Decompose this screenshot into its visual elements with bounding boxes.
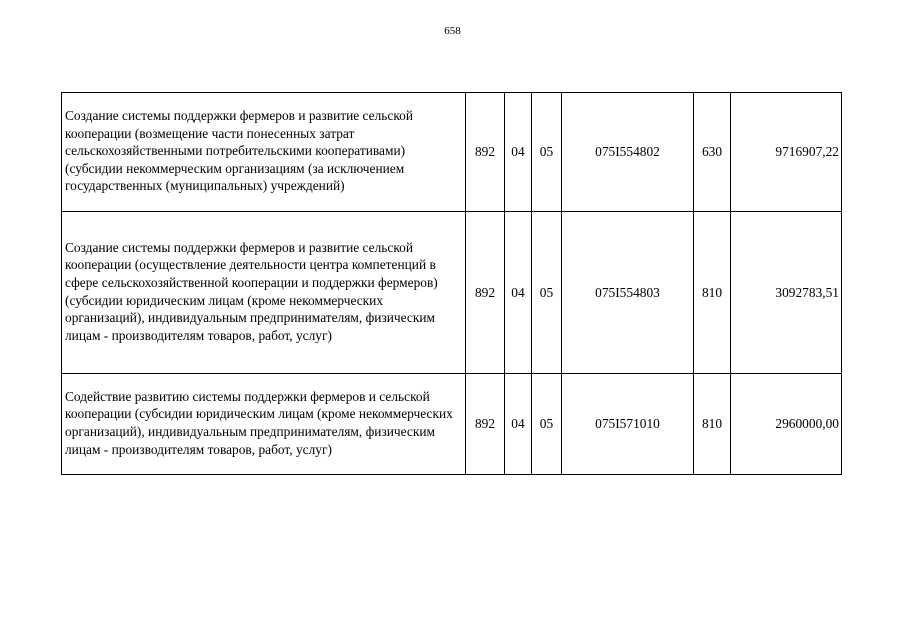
table-row	[62, 212, 842, 374]
amount-value: 2960000,00	[731, 374, 842, 475]
section-code: 04	[505, 374, 532, 475]
target-article-code: 075I554803	[562, 212, 694, 374]
row-description: Создание системы поддержки фермеров и развитие сельской кооперации (осуществление деятельности центра компетенций в сфере сельскохозяйственной кооперации и поддержки фермеров) (субсидии юридическим лицам (кроме некоммерческих организаций), индивидуальным предпринимателям, физическим лицам - производителям товаров, работ, услуг)	[62, 212, 466, 374]
target-article-code: 075I571010	[562, 374, 694, 475]
ministry-code: 892	[466, 212, 505, 374]
budget-table	[61, 92, 842, 475]
table-row	[62, 374, 842, 475]
expense-type-code: 810	[694, 212, 731, 374]
expense-type-code: 810	[694, 374, 731, 475]
subsection-code: 05	[532, 93, 562, 212]
target-article-code: 075I554802	[562, 93, 694, 212]
row-description: Создание системы поддержки фермеров и развитие сельской кооперации (возмещение части понесенных затрат сельскохозяйственными потребительскими кооперативами) (субсидии некоммерческим организациям (за исключением государственных (муниципальных) учреждений)	[62, 93, 466, 212]
subsection-code: 05	[532, 374, 562, 475]
table-row	[62, 93, 842, 212]
ministry-code: 892	[466, 374, 505, 475]
section-code: 04	[505, 212, 532, 374]
amount-value: 9716907,22	[731, 93, 842, 212]
page-number: 658	[444, 25, 461, 37]
row-description: Содействие развитию системы поддержки фермеров и сельской кооперации (субсидии юридическим лицам (кроме некоммерческих организаций), индивидуальным предпринимателям, физическим лицам - производителям товаров, работ, услуг)	[62, 374, 466, 475]
amount-value: 3092783,51	[731, 212, 842, 374]
section-code: 04	[505, 93, 532, 212]
ministry-code: 892	[466, 93, 505, 212]
expense-type-code: 630	[694, 93, 731, 212]
subsection-code: 05	[532, 212, 562, 374]
